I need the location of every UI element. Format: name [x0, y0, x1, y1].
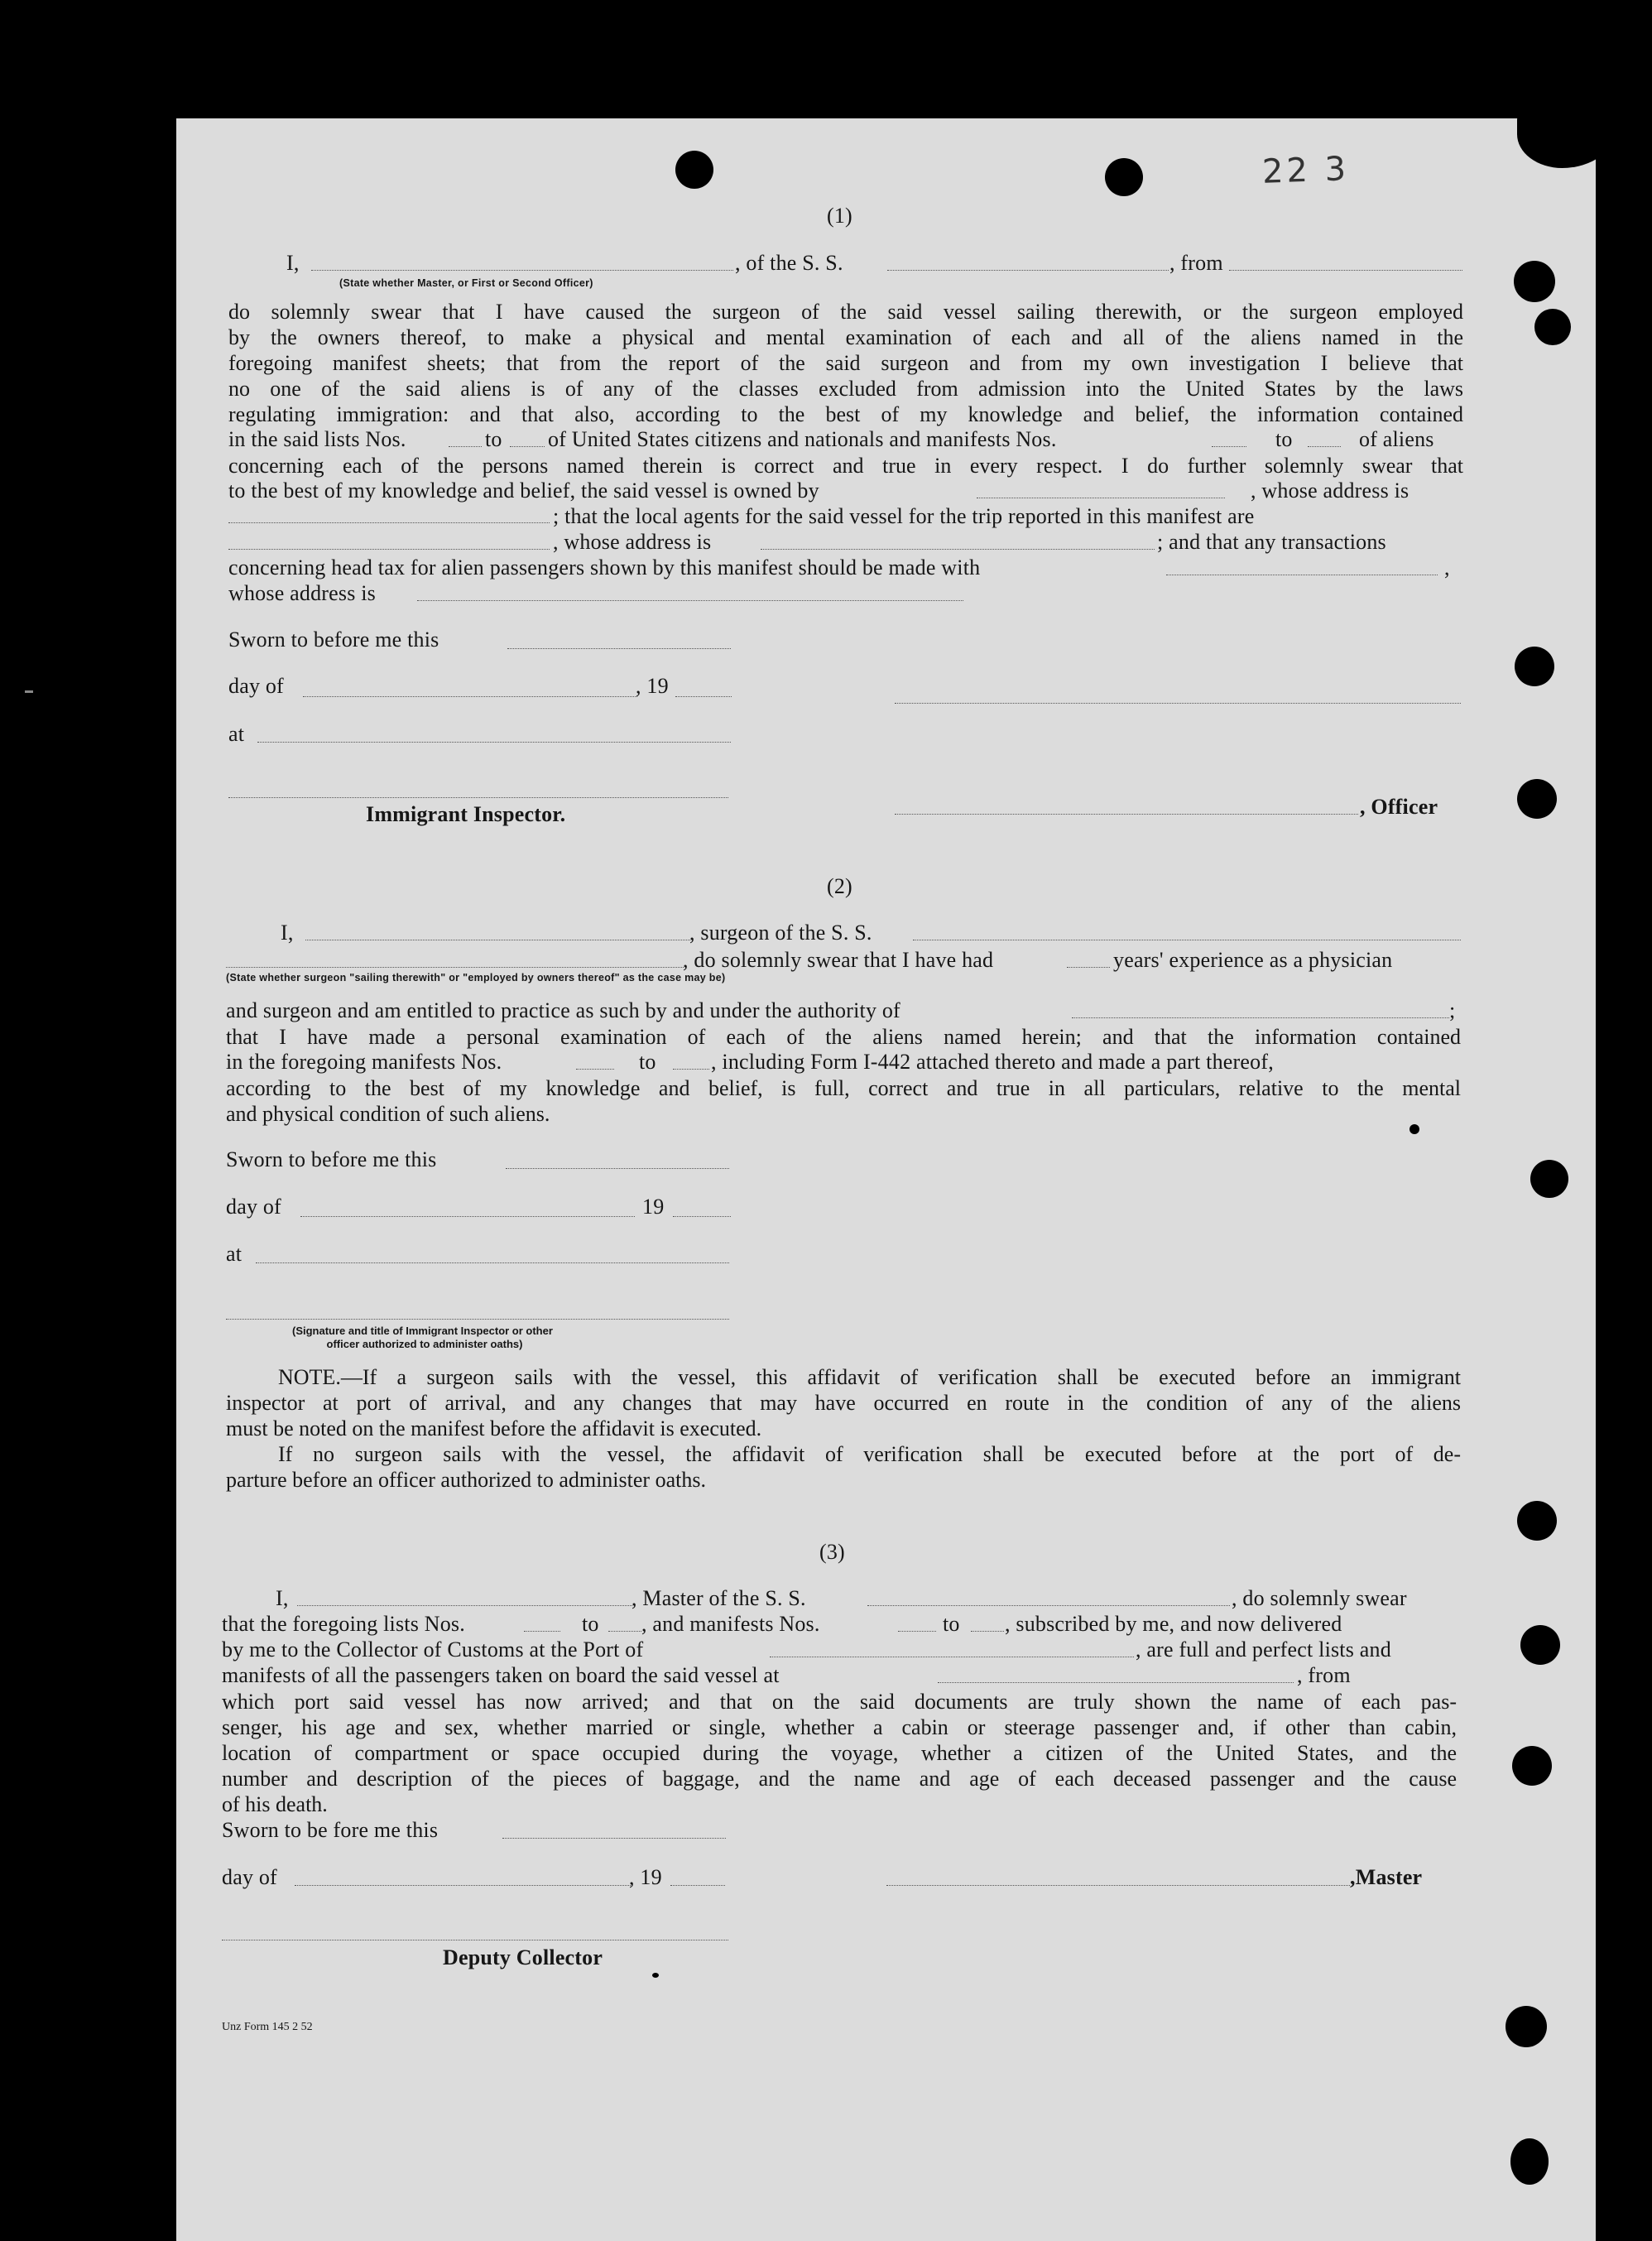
year-label: 19	[642, 1195, 665, 1219]
paragraph-line: regulating immigration: and that also, according to the best of my knowledge and belief, the information contained	[228, 402, 1463, 426]
year-label: , 19	[636, 674, 669, 698]
i-label: I,	[281, 921, 294, 945]
ink-speck	[1409, 1124, 1419, 1134]
sworn-label: Sworn to before me this	[228, 628, 439, 652]
paragraph-line: by the owners thereof, to make a physical and mental examination of each and all of the aliens named in the	[228, 325, 1463, 349]
agents-address-label: , whose address is	[553, 530, 712, 554]
surgeon-caption: (State whether surgeon "sailing therewith" or "employed by owners thereof" as the case may be)	[226, 972, 726, 983]
agents-address-field[interactable]	[761, 549, 1155, 550]
paragraph-line: concerning each of the persons named therein is correct and true in every respect. I do further solemnly swear that	[228, 454, 1463, 478]
inspector-signature-field[interactable]	[226, 1319, 729, 1320]
paragraph-line: parture before an officer authorized to administer oaths.	[226, 1468, 706, 1492]
owner-address-field[interactable]	[228, 522, 550, 523]
punch-hole	[1534, 309, 1571, 345]
day-of-label: day of	[222, 1865, 277, 1889]
lists-nos-label: in the said lists Nos.	[228, 427, 406, 451]
punch-hole	[1517, 779, 1557, 819]
lists-to-field[interactable]	[608, 1631, 641, 1632]
sworn-label: Sworn to be fore me this	[222, 1818, 439, 1842]
handwritten-page-number: 22 3	[1261, 150, 1350, 191]
master-of-ss-label: , Master of the S. S.	[632, 1586, 806, 1610]
owner-address-label: , whose address is	[1251, 478, 1409, 503]
lists-from-field[interactable]	[449, 446, 482, 447]
local-agents-label: ; that the local agents for the said vessel for the trip reported in this manifest are	[553, 504, 1255, 528]
from-label: , from	[1169, 251, 1223, 275]
semicolon: ;	[1449, 998, 1456, 1022]
affidavit-form-page	[176, 118, 1596, 2241]
solemnly-swear-label: , do solemnly swear	[1232, 1586, 1407, 1610]
sworn-date-field[interactable]	[502, 1838, 726, 1839]
manifests-nos-label: , and manifests Nos.	[641, 1612, 820, 1636]
comma: ,	[1444, 555, 1450, 579]
form-id: Unz Form 145 2 52	[222, 2021, 313, 2033]
manifests-from-field[interactable]	[1212, 446, 1246, 447]
collector-port-label: by me to the Collector of Customs at the Port of	[222, 1637, 644, 1662]
citizens-manifests-label: of United States citizens and nationals and manifests Nos.	[548, 427, 1057, 451]
master-vessel-field[interactable]	[867, 1605, 1230, 1606]
punch-hole	[675, 151, 713, 189]
officer-rank-field[interactable]	[311, 270, 733, 271]
owned-by-label: to the best of my knowledge and belief, the said vessel is owned by	[228, 478, 819, 503]
to-label: to	[639, 1050, 656, 1074]
paragraph-line: according to the best of my knowledge and belief, is full, correct and true in all particulars, relative to the mental	[226, 1076, 1461, 1100]
punch-hole	[1506, 2006, 1547, 2047]
to-label: to	[1275, 427, 1293, 451]
embarkation-port-field[interactable]	[938, 1682, 1294, 1683]
experience-label: , do solemnly swear that I have had	[683, 948, 994, 972]
sworn-date-field[interactable]	[507, 648, 731, 649]
punch-hole	[1515, 647, 1554, 686]
paragraph-line: must be noted on the manifest before the affidavit is executed.	[226, 1416, 762, 1440]
whose-address-label: whose address is	[228, 581, 376, 605]
section-3-paragraph	[222, 1689, 1457, 1817]
manifests-to-field[interactable]	[971, 1631, 1004, 1632]
to-label: to	[485, 427, 502, 451]
section-1-number: (1)	[827, 204, 852, 228]
full-perfect-label: , are full and perfect lists and	[1136, 1637, 1391, 1662]
paragraph-line: If no surgeon sails with the vessel, the affidavit of verification shall be executed before at the port of de-	[278, 1442, 1461, 1466]
of-ss-label: , of the S. S.	[735, 251, 843, 275]
paragraph-line: do solemnly swear that I have caused the surgeon of the said vessel sailing therewith, or the surgeon employed	[228, 300, 1463, 324]
note-paragraph	[226, 1364, 1461, 1441]
paragraph-line: no one of the said aliens is of any of the classes excluded from admission into the United States by the laws	[228, 377, 1463, 401]
officer-name-field[interactable]	[895, 814, 1358, 815]
section-1-paragraph	[228, 299, 1463, 427]
sworn-label: Sworn to before me this	[226, 1147, 437, 1171]
paragraph-line: which port said vessel has now arrived; and that on the said documents are truly shown the name of each pas-	[222, 1690, 1457, 1714]
paragraph-line: inspector at port of arrival, and any changes that may have occurred en route in the condition of any of the aliens	[226, 1391, 1461, 1415]
to-label: to	[582, 1612, 599, 1636]
sworn-date-field[interactable]	[506, 1168, 729, 1169]
surgeon-status-field[interactable]	[226, 967, 684, 968]
paragraph-line: of his death.	[222, 1792, 328, 1816]
torn-corner	[1517, 118, 1596, 168]
place-field[interactable]	[256, 1262, 729, 1263]
surgeon-of-ss-label: , surgeon of the S. S.	[689, 921, 872, 945]
master-name-field[interactable]	[297, 1605, 632, 1606]
manifests-from-field[interactable]	[898, 1631, 936, 1632]
taken-on-board-label: manifests of all the passengers taken on board the said vessel at	[222, 1663, 780, 1687]
vessel-name-field[interactable]	[887, 270, 1169, 271]
signature-caption: (Signature and title of Immigrant Inspector or other	[292, 1325, 553, 1337]
punch-hole	[1514, 261, 1555, 302]
years-physician-label: years' experience as a physician	[1113, 948, 1393, 972]
scanner-speck	[1521, 28, 1526, 33]
scanner-speck	[25, 690, 33, 693]
manifests-to-field[interactable]	[673, 1069, 709, 1070]
manifests-nos-label: in the foregoing manifests Nos.	[226, 1050, 502, 1074]
officer-signature-field[interactable]	[895, 703, 1461, 704]
signature-caption: officer authorized to administer oaths)	[326, 1338, 523, 1350]
from-port-field[interactable]	[1229, 270, 1462, 271]
day-of-field[interactable]	[295, 1885, 631, 1886]
immigrant-inspector-label: Immigrant Inspector.	[366, 802, 566, 826]
lists-to-field[interactable]	[510, 446, 545, 447]
day-of-field[interactable]	[300, 1216, 635, 1217]
deputy-collector-label: Deputy Collector	[443, 1945, 603, 1969]
year-field[interactable]	[675, 696, 732, 697]
section-2-paragraph	[226, 1024, 1461, 1050]
punch-hole	[1105, 158, 1143, 196]
place-field[interactable]	[257, 742, 731, 743]
paragraph-line: and physical condition of such aliens.	[226, 1102, 550, 1126]
years-experience-field[interactable]	[1067, 967, 1110, 968]
year-field[interactable]	[673, 1216, 731, 1217]
officer-caption: (State whether Master, or First or Second Officer)	[339, 277, 593, 289]
concerning-line	[228, 453, 1463, 478]
year-field[interactable]	[670, 1885, 725, 1886]
punch-hole	[1520, 1625, 1560, 1665]
authority-field[interactable]	[1072, 1017, 1449, 1018]
section-3-number: (3)	[819, 1540, 845, 1564]
punch-hole	[1510, 2138, 1549, 2185]
section-2-number: (2)	[827, 874, 852, 898]
paragraph-line: number and description of the pieces of baggage, and the name and age of each deceased passenger and the cause	[222, 1767, 1457, 1791]
i-label: I,	[276, 1586, 289, 1610]
day-of-label: day of	[226, 1195, 281, 1219]
manifests-to-field[interactable]	[1308, 446, 1341, 447]
at-label: at	[226, 1242, 243, 1266]
year-label: , 19	[629, 1865, 662, 1889]
at-label: at	[228, 722, 245, 746]
form-i442-label: , including Form I-442 attached thereto and made a part thereof,	[711, 1050, 1274, 1074]
paragraph-line: that I have made a personal examination of each of the aliens named herein; and that the information contained	[226, 1025, 1461, 1049]
paragraph-line: foregoing manifest sheets; that from the report of the said surgeon and from my own investigation I believe that	[228, 351, 1463, 375]
lists-from-field[interactable]	[524, 1631, 560, 1632]
inspector-signature-field[interactable]	[228, 797, 728, 798]
of-aliens-label: of aliens	[1359, 427, 1434, 451]
transactions-label: ; and that any transactions	[1157, 530, 1386, 554]
officer-label: , Officer	[1360, 795, 1438, 819]
punch-hole	[1517, 1501, 1557, 1541]
paragraph-line: senger, his age and sex, whether married or single, whether a cabin or steerage passenger and, if other than cabin,	[222, 1715, 1457, 1739]
paragraph-line: location of compartment or space occupied during the voyage, whether a citizen of the United States, and the	[222, 1741, 1457, 1765]
master-label: ,Master	[1350, 1865, 1423, 1889]
from-label: , from	[1297, 1663, 1351, 1687]
master-signature-field[interactable]	[886, 1885, 1350, 1886]
head-tax-label: concerning head tax for alien passengers shown by this manifest should be made with	[228, 555, 981, 579]
note-paragraph-2	[226, 1441, 1461, 1493]
punch-hole	[1512, 1746, 1552, 1786]
manifests-from-field[interactable]	[576, 1069, 614, 1070]
head-tax-address-field[interactable]	[417, 600, 963, 601]
subscribed-label: , subscribed by me, and now delivered	[1005, 1612, 1342, 1636]
ink-speck	[652, 1973, 659, 1978]
paragraph-line: NOTE.—If a surgeon sails with the vessel, this affidavit of verification shall be executed before an immigrant	[278, 1365, 1461, 1389]
day-of-label: day of	[228, 674, 284, 698]
i-label: I,	[286, 251, 300, 275]
lists-nos-label: that the foregoing lists Nos.	[222, 1612, 465, 1636]
section-2-paragraph-2	[226, 1075, 1461, 1127]
local-agents-field[interactable]	[228, 549, 550, 550]
to-label: to	[943, 1612, 960, 1636]
day-of-field[interactable]	[303, 696, 637, 697]
authority-label: and surgeon and am entitled to practice as such by and under the authority of	[226, 998, 900, 1022]
punch-hole	[1530, 1160, 1568, 1198]
